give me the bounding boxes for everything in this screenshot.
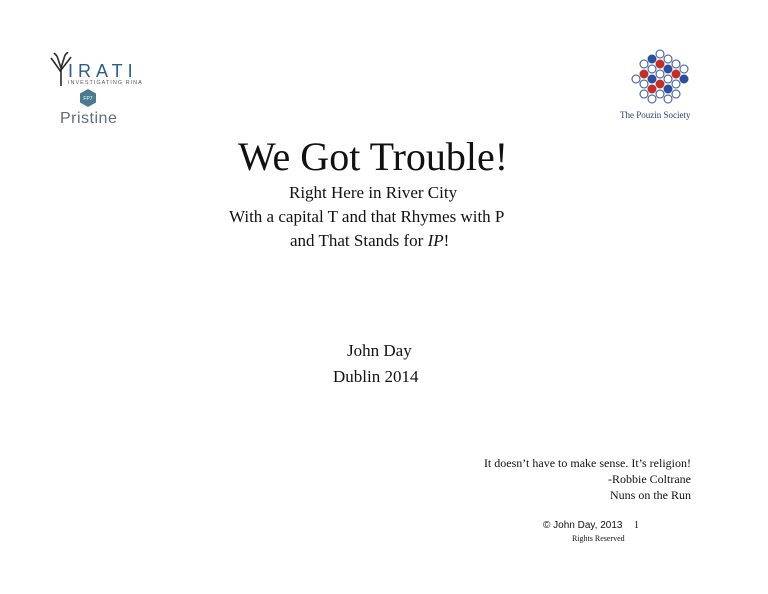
irati-wordmark: IRATI <box>68 61 138 81</box>
event-name: Dublin 2014 <box>333 367 419 386</box>
irati-tagline: INVESTIGATING RINA <box>68 80 143 86</box>
pouzin-society-label: The Pouzin Society <box>620 110 691 120</box>
slide-title: We Got Trouble! <box>238 134 509 179</box>
subtitle-line-3 <box>290 231 449 251</box>
subtitle-line-1: Right Here in River City <box>289 183 458 202</box>
copyright-notice: © John Day, 2013 <box>543 520 623 531</box>
pouzin-society-logo <box>630 48 690 113</box>
author-name: John Day <box>347 341 412 360</box>
hexagonal-network-icon <box>630 48 690 108</box>
rights-reserved: Rights Reserved <box>572 534 625 543</box>
page-number: 1 <box>634 520 639 531</box>
pristine-badge: FP7 <box>83 96 93 102</box>
quote-attribution: -Robbie Coltrane <box>608 472 691 486</box>
subtitle-line-3-suffix: ! <box>443 231 450 250</box>
quote-source: Nuns on the Run <box>610 488 691 502</box>
subtitle-line-2: With a capital T and that Rhymes with P <box>229 207 505 226</box>
quote-text: It doesn’t have to make sense. It’s religion! <box>483 456 691 470</box>
subtitle-line-3-prefix: and That Stands for <box>290 231 428 250</box>
subtitle-line-3-italic: IP <box>427 231 444 250</box>
quote-block <box>484 455 691 503</box>
pristine-wordmark: Pristine <box>60 110 118 127</box>
